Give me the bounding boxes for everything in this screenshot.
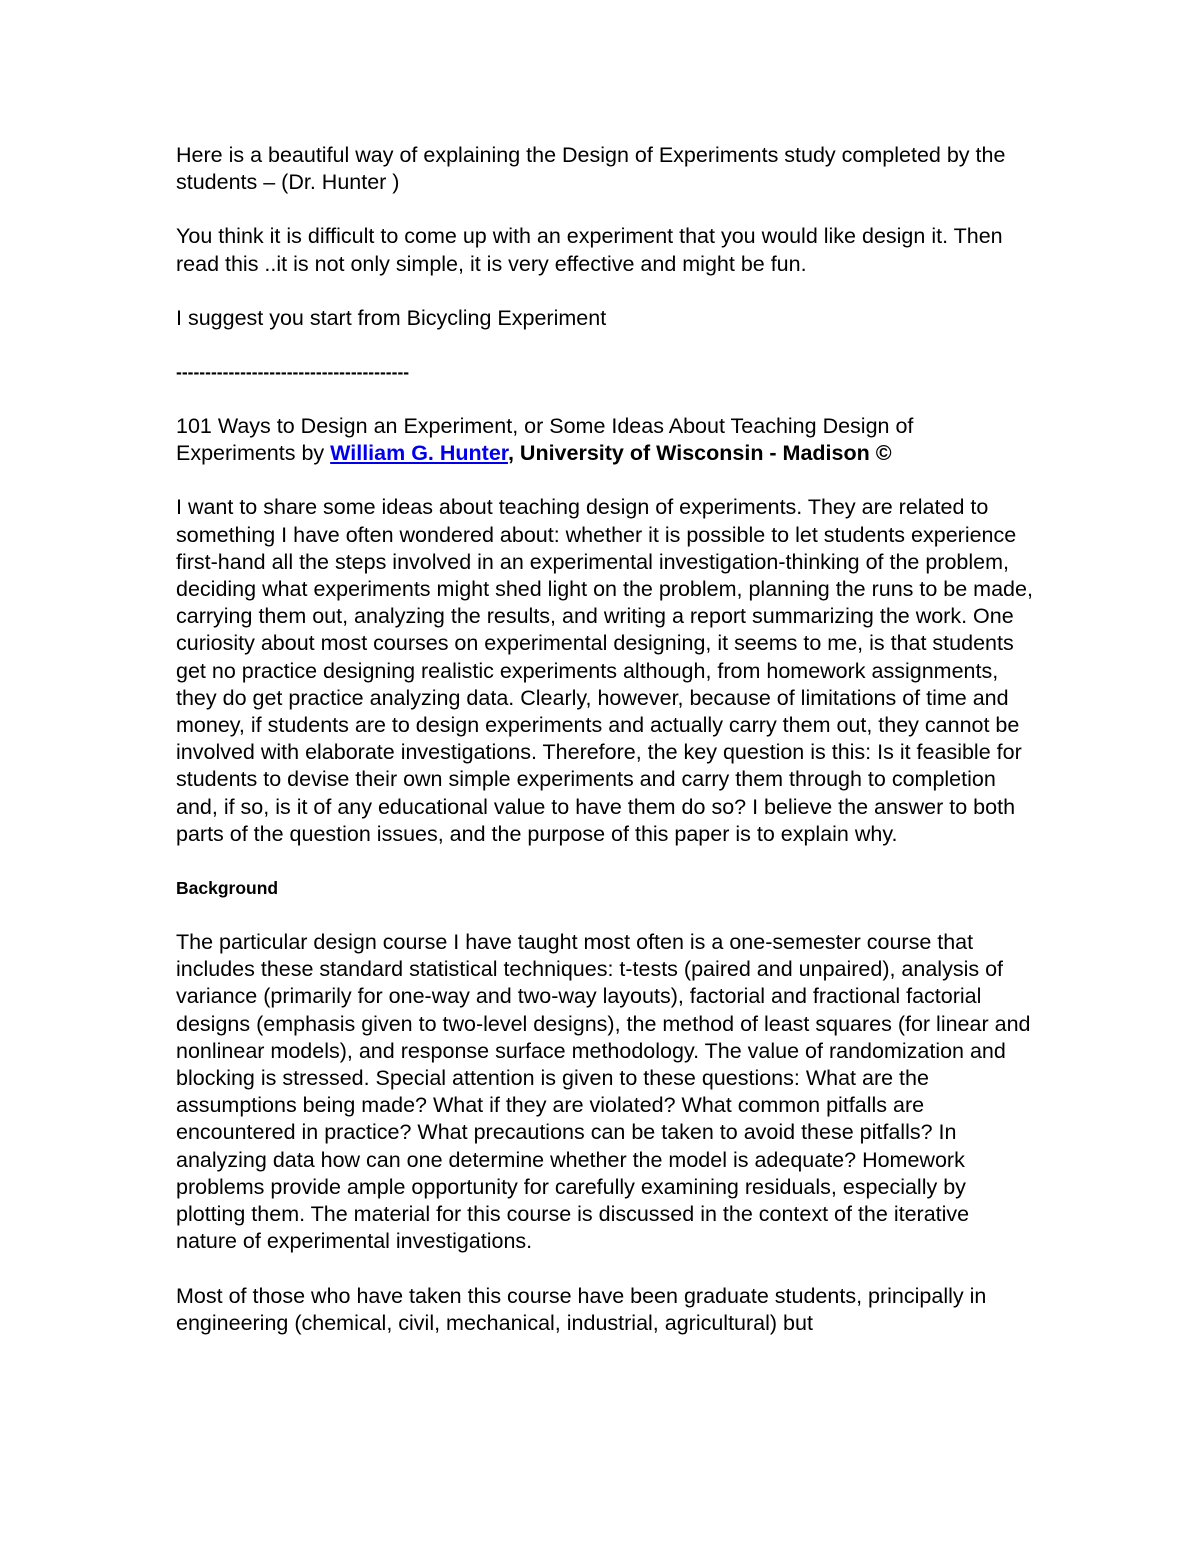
author-link[interactable]: William G. Hunter [330,441,508,466]
body-paragraph-2: The particular design course I have taught most often is a one-semester course that includes these standard statistical techniques: t-tests (paired and unpaired), analysis of variance (primarily for one-way and two-way layouts), factorial and fractional factorial designs (emphasis given to two-level designs), the method of least squares (for linear and nonlinear models), and response surface methodology. The value of randomization and blocking is stressed. Special attention is given to these questions: What are the assumptions being made? What if they are violated? What common pitfalls are encountered in practice? What precautions can be taken to avoid these pitfalls? In analyzing data how can one determine whether the model is adequate? Homework problems provide ample opportunity for carefully examining residuals, especially by plotting them. The material for this course is discussed in the context of the iterative nature of experimental investigations. [176,930,1031,1254]
body-paragraph-3: Most of those who have taken this course have been graduate students, principally in engineering (chemical, civil, mechanical, industrial, agricultural) but [176,1283,987,1335]
article-title [176,413,1036,467]
section-heading-background: Background [176,878,279,899]
article-title-text: 101 Ways to Design an Experiment, or Some Ideas About Teaching Design of Experiments by [176,414,914,466]
intro-paragraph-1: Here is a beautiful way of explaining the Design of Experiments study completed by the students – (Dr. Hunter ) [176,143,1006,195]
author-affiliation: University of Wisconsin - Madison © [513,441,892,466]
body-paragraph-1: I want to share some ideas about teaching design of experiments. They are related to something I have often wondered about: whether it is possible to let students experience first-hand all the steps involved in an experimental investigation-thinking of the problem, deciding what experiments might shed light on the problem, planning the runs to be made, carrying them out, analyzing the results, and writing a report summarizing the work. One curiosity about most courses on experimental designing, it seems to me, is that students get no practice designing realistic experiments although, from homework assignments, they do get practice analyzing data. Clearly, however, because of limitations of time and money, if students are to design experiments and actually carry them out, they cannot be involved with elaborate investigations. Therefore, the key question is this: Is it feasible for students to devise their own simple experiments and carry them through to completion and, if so, is it of any educational value to have them do so? I believe the answer to both parts of the question issues, and the purpose of this paper is to explain why. [176,495,1033,846]
intro-paragraph-3: I suggest you start from Bicycling Experiment [176,305,607,330]
separator-line: ---------------------------------------- [176,362,410,383]
intro-paragraph-2: You think it is difficult to come up with an experiment that you would like design it. Then read this ..it is not only simple, it is very effective and might be fun. [176,224,1003,276]
title-comma: , [507,441,514,466]
document-page [176,142,1036,1337]
